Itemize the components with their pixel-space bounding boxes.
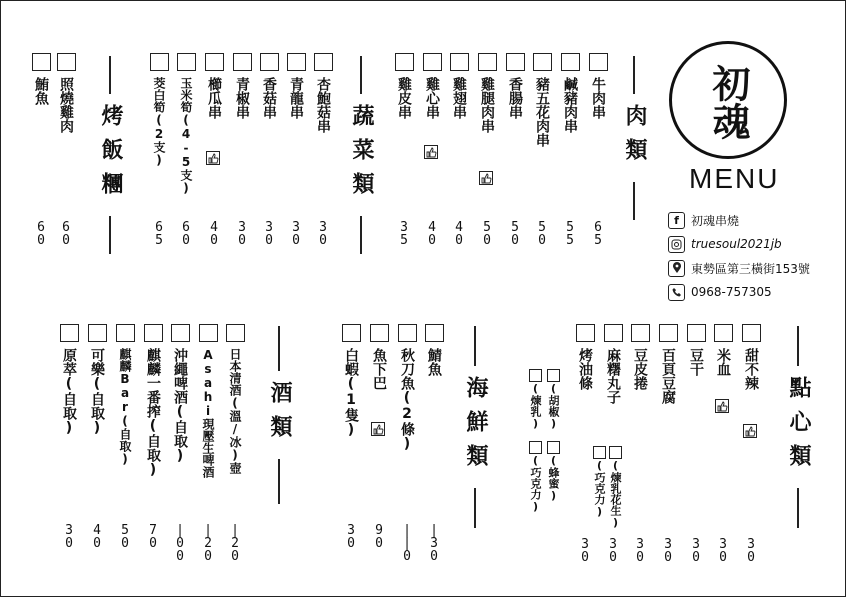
item-name: 鮪魚 xyxy=(33,77,49,105)
flavor-option[interactable] xyxy=(528,369,542,430)
item-name: 百頁豆腐 xyxy=(660,348,676,404)
menu-item[interactable] xyxy=(530,53,554,248)
flavor-label: (煉乳花生) xyxy=(609,459,622,529)
section-veg xyxy=(346,56,376,254)
menu-item[interactable] xyxy=(230,53,254,248)
divider xyxy=(797,326,799,366)
location-pin-icon xyxy=(668,260,685,277)
item-name: 原萃(自取) xyxy=(61,348,77,436)
flavor-label: (巧克力) xyxy=(593,459,606,518)
item-name: 魚下巴 xyxy=(371,348,387,390)
menu-item[interactable] xyxy=(656,324,680,565)
thumbs-up-icon xyxy=(424,145,438,159)
item-name: 玉米筍(4-5支) xyxy=(179,77,193,195)
menu-item[interactable] xyxy=(339,324,363,551)
divider xyxy=(109,216,111,254)
item-price: 3 0 xyxy=(581,537,589,565)
checkbox[interactable] xyxy=(506,53,525,71)
item-price: 5 0 xyxy=(511,220,519,248)
item-name: 麒麟Bar(自取) xyxy=(118,348,132,466)
item-price: 3 0 xyxy=(265,220,273,248)
section-meat xyxy=(619,56,649,220)
flavor-option[interactable] xyxy=(592,446,606,518)
checkbox[interactable] xyxy=(395,53,414,71)
menu-item[interactable] xyxy=(29,53,53,248)
menu-item[interactable] xyxy=(57,324,81,551)
item-name: 鹹豬肉串 xyxy=(562,77,578,133)
flavor-option[interactable] xyxy=(546,441,560,502)
item-name: 雞腿肉串 xyxy=(479,77,495,133)
menu-item[interactable] xyxy=(113,324,137,551)
menu-item[interactable] xyxy=(174,53,198,248)
item-price: 3 0 xyxy=(664,537,672,565)
address-text: 東勢區第三橫街153號 xyxy=(691,261,810,276)
item-price: 6 0 xyxy=(37,220,45,248)
checkbox[interactable] xyxy=(57,53,76,71)
item-price: 7 0 xyxy=(149,523,157,551)
menu-item[interactable] xyxy=(475,53,499,248)
menu-item[interactable] xyxy=(54,53,78,248)
menu-item[interactable] xyxy=(395,324,419,564)
item-name: 雞皮串 xyxy=(396,77,412,119)
item-name: Asahi現壓生啤酒 xyxy=(201,348,215,478)
menu-item[interactable] xyxy=(392,53,416,248)
flavor-label: (巧克力) xyxy=(529,454,542,513)
item-price: | 2 0 xyxy=(231,523,239,564)
menu-item[interactable] xyxy=(420,53,444,248)
checkbox[interactable] xyxy=(742,324,761,342)
menu-item[interactable] xyxy=(422,324,446,564)
checkbox[interactable] xyxy=(561,53,580,71)
flavor-option[interactable] xyxy=(608,446,622,529)
item-price: 5 0 xyxy=(121,523,129,551)
menu-item[interactable] xyxy=(367,324,391,551)
divider xyxy=(474,326,476,366)
menu-item[interactable] xyxy=(257,53,281,248)
menu-item[interactable] xyxy=(628,324,652,565)
instagram-row[interactable] xyxy=(668,234,782,254)
item-price: 3 0 xyxy=(65,523,73,551)
item-price: 4 0 xyxy=(428,220,436,248)
divider xyxy=(474,488,476,528)
divider xyxy=(797,488,799,528)
checkbox[interactable] xyxy=(589,53,608,71)
checkbox[interactable] xyxy=(547,441,560,454)
menu-item[interactable] xyxy=(503,53,527,248)
checkbox[interactable] xyxy=(533,53,552,71)
checkbox[interactable] xyxy=(370,324,389,342)
item-price: | 3 0 xyxy=(430,523,438,564)
logo xyxy=(669,41,787,159)
item-name: 麻糬丸子 xyxy=(605,348,621,404)
divider xyxy=(278,459,280,504)
checkbox[interactable] xyxy=(425,324,444,342)
checkbox[interactable] xyxy=(287,53,306,71)
item-name: 秋刀魚(2條) xyxy=(399,348,415,452)
checkbox[interactable] xyxy=(450,53,469,71)
checkbox[interactable] xyxy=(609,446,622,459)
item-price: 6 5 xyxy=(155,220,163,248)
checkbox[interactable] xyxy=(233,53,252,71)
menu-item[interactable] xyxy=(311,53,335,248)
item-price: | 0 0 xyxy=(176,523,184,564)
menu-item[interactable] xyxy=(711,324,735,565)
item-price: 4 0 xyxy=(210,220,218,248)
thumbs-up-icon xyxy=(479,171,493,185)
thumbs-up-icon xyxy=(371,422,385,436)
section-drink xyxy=(264,326,294,504)
flavor-label: (煉乳) xyxy=(529,382,542,430)
menu-item[interactable] xyxy=(147,53,171,248)
item-price: | | 0 xyxy=(403,523,411,564)
item-name: 雞心串 xyxy=(424,77,440,119)
menu-item[interactable] xyxy=(573,324,597,565)
item-price: 3 0 xyxy=(692,537,700,565)
section-dessert xyxy=(783,326,813,528)
flavor-option[interactable] xyxy=(546,369,560,430)
divider xyxy=(633,182,635,220)
flavor-label: (蜂蜜) xyxy=(547,454,560,502)
item-price: 3 0 xyxy=(238,220,246,248)
facebook-name: 初魂串燒 xyxy=(691,213,740,228)
thumbs-up-icon xyxy=(743,424,757,438)
item-name: 青椒串 xyxy=(234,77,250,119)
checkbox[interactable] xyxy=(687,324,706,342)
item-price: 5 0 xyxy=(538,220,546,248)
checkbox[interactable] xyxy=(314,53,333,71)
section-title: 烤飯糰 xyxy=(98,104,123,206)
checkbox[interactable] xyxy=(576,324,595,342)
item-name: 鯖魚 xyxy=(426,348,442,376)
item-price: 3 0 xyxy=(609,537,617,565)
checkbox[interactable] xyxy=(714,324,733,342)
item-name: 櫛瓜串 xyxy=(206,77,222,119)
checkbox[interactable] xyxy=(32,53,51,71)
flavor-option[interactable] xyxy=(528,441,542,513)
checkbox[interactable] xyxy=(226,324,245,342)
item-price: 6 0 xyxy=(62,220,70,248)
item-price: | 2 0 xyxy=(204,523,212,564)
item-name: 可樂(自取) xyxy=(89,348,105,436)
menu-item[interactable] xyxy=(196,324,220,564)
item-name: 米血 xyxy=(715,348,731,376)
divider xyxy=(360,56,362,94)
flavor-label: (胡椒) xyxy=(547,382,560,430)
item-name: 照燒雞肉 xyxy=(58,77,74,133)
menu-item[interactable] xyxy=(739,324,763,565)
checkbox[interactable] xyxy=(144,324,163,342)
item-price: 3 0 xyxy=(319,220,327,248)
item-price: 3 0 xyxy=(636,537,644,565)
item-name: 香菇串 xyxy=(261,77,277,119)
checkbox[interactable] xyxy=(150,53,169,71)
item-name: 牛肉串 xyxy=(590,77,606,119)
checkbox[interactable] xyxy=(593,446,606,459)
item-price: 3 0 xyxy=(747,537,755,565)
section-rice xyxy=(95,56,125,254)
item-name: 豆干 xyxy=(688,348,704,376)
menu-item[interactable] xyxy=(586,53,610,248)
item-price: 9 0 xyxy=(375,523,383,551)
checkbox[interactable] xyxy=(88,324,107,342)
item-price: 3 0 xyxy=(719,537,727,565)
checkbox[interactable] xyxy=(205,53,224,71)
section-title: 肉類 xyxy=(622,104,647,172)
item-price: 6 5 xyxy=(594,220,602,248)
instagram-handle: truesoul2021jb xyxy=(691,237,782,251)
menu-item[interactable] xyxy=(202,53,226,248)
menu-item[interactable] xyxy=(223,324,247,564)
item-price: 4 0 xyxy=(93,523,101,551)
menu-item[interactable] xyxy=(447,53,471,248)
item-name: 白蝦(1隻) xyxy=(343,348,359,438)
item-name: 杏鮑菇串 xyxy=(315,77,331,133)
checkbox[interactable] xyxy=(177,53,196,71)
checkbox[interactable] xyxy=(604,324,623,342)
section-title: 酒類 xyxy=(267,381,292,449)
item-name: 豬五花肉串 xyxy=(534,77,550,147)
facebook-icon: f xyxy=(668,212,685,229)
item-price: 5 0 xyxy=(483,220,491,248)
divider xyxy=(633,56,635,94)
phone-row[interactable] xyxy=(668,282,772,302)
menu-item[interactable] xyxy=(558,53,582,248)
checkbox[interactable] xyxy=(171,324,190,342)
checkbox[interactable] xyxy=(398,324,417,342)
checkbox[interactable] xyxy=(631,324,650,342)
phone-number: 0968-757305 xyxy=(691,285,772,299)
item-price: 3 5 xyxy=(400,220,408,248)
phone-icon xyxy=(668,284,685,301)
checkbox[interactable] xyxy=(423,53,442,71)
checkbox[interactable] xyxy=(478,53,497,71)
checkbox[interactable] xyxy=(60,324,79,342)
menu-item[interactable] xyxy=(284,53,308,248)
item-price: 4 0 xyxy=(455,220,463,248)
section-title: 海鮮類 xyxy=(463,376,488,478)
divider xyxy=(360,216,362,254)
thumbs-up-icon xyxy=(715,399,729,413)
brand-name: 初魂 xyxy=(706,64,751,140)
checkbox[interactable] xyxy=(529,441,542,454)
section-sea xyxy=(460,326,490,528)
item-name: 甜不辣 xyxy=(743,348,759,390)
menu-item[interactable] xyxy=(168,324,192,564)
item-name: 沖繩啤酒(自取) xyxy=(172,348,188,464)
item-price: 3 0 xyxy=(292,220,300,248)
item-name: 青龍串 xyxy=(288,77,304,119)
address-row[interactable] xyxy=(668,258,810,278)
checkbox[interactable] xyxy=(529,369,542,382)
facebook-row[interactable] xyxy=(668,210,739,230)
item-name: 烤油條 xyxy=(577,348,593,390)
menu-item[interactable] xyxy=(684,324,708,565)
item-name: 茭白筍(2支) xyxy=(152,77,166,167)
item-name: 日本清酒(溫/冰)壺 xyxy=(228,348,242,474)
section-title: 蔬菜類 xyxy=(349,104,374,206)
item-price: 5 5 xyxy=(566,220,574,248)
section-title: 點心類 xyxy=(786,376,811,478)
divider xyxy=(109,56,111,94)
item-name: 香腸串 xyxy=(507,77,523,119)
checkbox[interactable] xyxy=(342,324,361,342)
thumbs-up-icon xyxy=(206,151,220,165)
item-price: 3 0 xyxy=(347,523,355,551)
checkbox[interactable] xyxy=(199,324,218,342)
menu-item[interactable] xyxy=(141,324,165,551)
item-name: 麒麟一番搾(自取) xyxy=(145,348,161,478)
item-name: 雞翅串 xyxy=(451,77,467,119)
instagram-icon xyxy=(668,236,685,253)
item-price: 6 0 xyxy=(182,220,190,248)
checkbox[interactable] xyxy=(116,324,135,342)
checkbox[interactable] xyxy=(260,53,279,71)
checkbox[interactable] xyxy=(659,324,678,342)
item-name: 豆皮捲 xyxy=(632,348,648,390)
menu-heading: MENU xyxy=(689,163,780,194)
checkbox[interactable] xyxy=(547,369,560,382)
divider xyxy=(278,326,280,371)
menu-item[interactable] xyxy=(85,324,109,551)
